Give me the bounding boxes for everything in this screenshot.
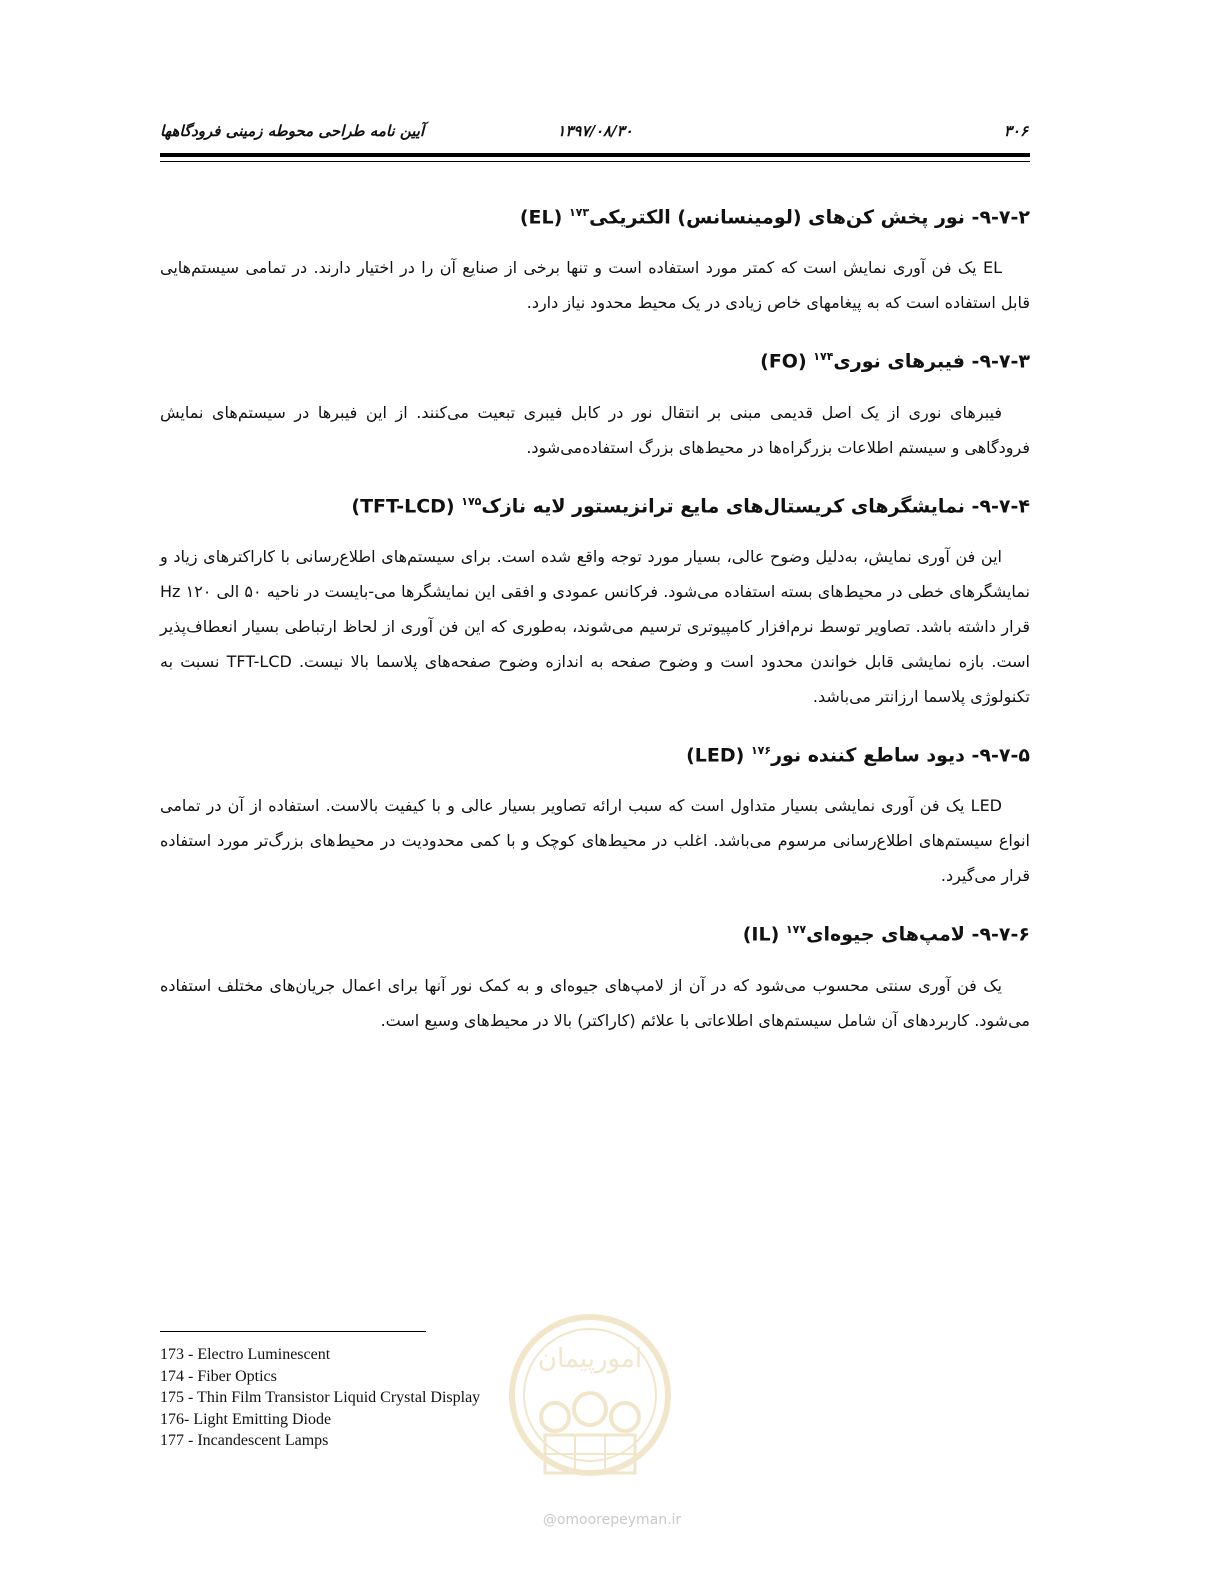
footnote-ref: ۱۷۵ [461, 494, 482, 508]
section-body: EL یک فن آوری نمایش است که کمتر مورد استفاده است و تنها برخی از صنایع آن را در اختیار دارند. در تمامی سیستم‌هایی قابل استفاده است که به پیغامهای خاص زیادی در یک محیط محدود نیاز دارد. [160, 258, 1030, 313]
footnotes [160, 1344, 480, 1452]
document-title: آیین نامه طراحی محوطه زمینی فرودگاهها [160, 122, 425, 140]
seal-text: امورپیمان [537, 1344, 643, 1374]
section-abbr: (LED) [686, 744, 745, 767]
footnote-ref: ۱۷۷ [785, 923, 807, 937]
seal-logo-icon [505, 1305, 675, 1505]
section-abbr: (FO) [760, 350, 807, 373]
section-heading [160, 198, 1030, 232]
section-body: فیبرهای نوری از یک اصل قدیمی مبنی بر انتقال نور در کابل فیبری تبعیت می‌کنند. از این فیبرها در سیستم‌های نمایش فرودگاهی و سیستم اطلاعات بزرگراه‌ها در محیط‌های بزرگ استفاده‌می‌شود. [160, 402, 1030, 457]
section-heading [160, 487, 1030, 521]
section-body: این فن آوری نمایش، به‌دلیل وضوح عالی، بسیار مورد توجه واقع شده است. برای سیستم‌های اطلاع‌رسانی با کاراکترهای زیاد و نمایشگرهای خطی در محیط‌های بسته استفاده می‌شود. فرکانس عمودی و افقی این نمایشگرها می‌-بایست در ناحیه ۵۰ الی ۱۲۰ Hz قرار داشته باشد. تصاویر توسط نرم‌افزار کامپیوتری ترسیم می‌شوند، به‌طوری که این فن آوری از لحاظ ارتباطی بسیار انعطاف‌پذیر است. بازه نمایشی قابل خواندن محدود است و وضوح صفحه به اندازه وضوح صفحه‌های پلاسما بالا نیست. TFT-LCD نسبت به تکنولوژی پلاسما ارزانتر می‌باشد. [160, 546, 1031, 706]
section-title: ۹-۷-۵- دیود ساطع کننده نور [771, 744, 1030, 767]
page-header [160, 118, 1030, 148]
section-heading [160, 736, 1030, 770]
section-body: یک فن آوری سنتی محسوب می‌شود که در آن از لامپ‌های جیوه‌ای و به کمک نور آنها برای اعمال جریان‌های مختلف استفاده می‌شود. کاربردهای آن شامل سیستم‌های اطلاعاتی با علائم (کاراکتر) بالا در محیط‌های وسیع است. [160, 975, 1030, 1030]
footnote: 177 - Incandescent Lamps [160, 1432, 329, 1449]
footnote-ref: ۱۷۳ [568, 206, 590, 219]
footnote: 175 - Thin Film Transistor Liquid Crystal Display [160, 1389, 481, 1406]
watermark: @omoorepeyman.ir [542, 1512, 682, 1528]
section-body: LED یک فن آوری نمایشی بسیار متداول است که سبب ارائه تصاویر بسیار عالی و با کیفیت بالاست. استفاده از آن در تمامی انواع سیستم‌های اطلاع‌رسانی مرسوم می‌باشد. اغلب در محیط‌های کوچک و با کمی محدودیت در محیط‌های بزرگ‌تر مورد استفاده قرار می‌گیرد. [160, 796, 1030, 886]
section-title: ۹-۷-۴- نمایشگرهای کریستال‌های مایع ترانزیستور لایه نازک [481, 494, 1030, 517]
footnote: 174 - Fiber Optics [160, 1367, 277, 1385]
section-heading [160, 915, 1030, 949]
main-content [160, 198, 1030, 1060]
footnote: 176- Light Emitting Diode [160, 1410, 332, 1428]
section-abbr: (EL) [519, 206, 563, 229]
document-date: ۱۳۹۷/۰۸/۳۰ [557, 122, 633, 140]
section-abbr: (IL) [742, 923, 780, 946]
footnote-ref: ۱۷۶ [750, 743, 772, 757]
header-rule-thin [160, 161, 1030, 162]
section-title: ۹-۷-۶- لامپ‌های جیوه‌ای [806, 923, 1030, 946]
footnote-separator [160, 1331, 426, 1332]
section-heading [160, 342, 1030, 376]
footnote-ref: ۱۷۴ [813, 350, 834, 364]
page-number: ۳۰۶ [1003, 122, 1028, 140]
section-abbr: (TFT-LCD) [351, 494, 455, 517]
section-title: ۹-۷-۳- فیبرهای نوری [833, 350, 1030, 373]
footnote: 173 - Electro Luminescent [160, 1346, 331, 1363]
header-rule-thick [160, 153, 1030, 157]
section-title: ۹-۷-۲- نور پخش کن‌های (لومینسانس) الکتریکی [589, 206, 1030, 229]
